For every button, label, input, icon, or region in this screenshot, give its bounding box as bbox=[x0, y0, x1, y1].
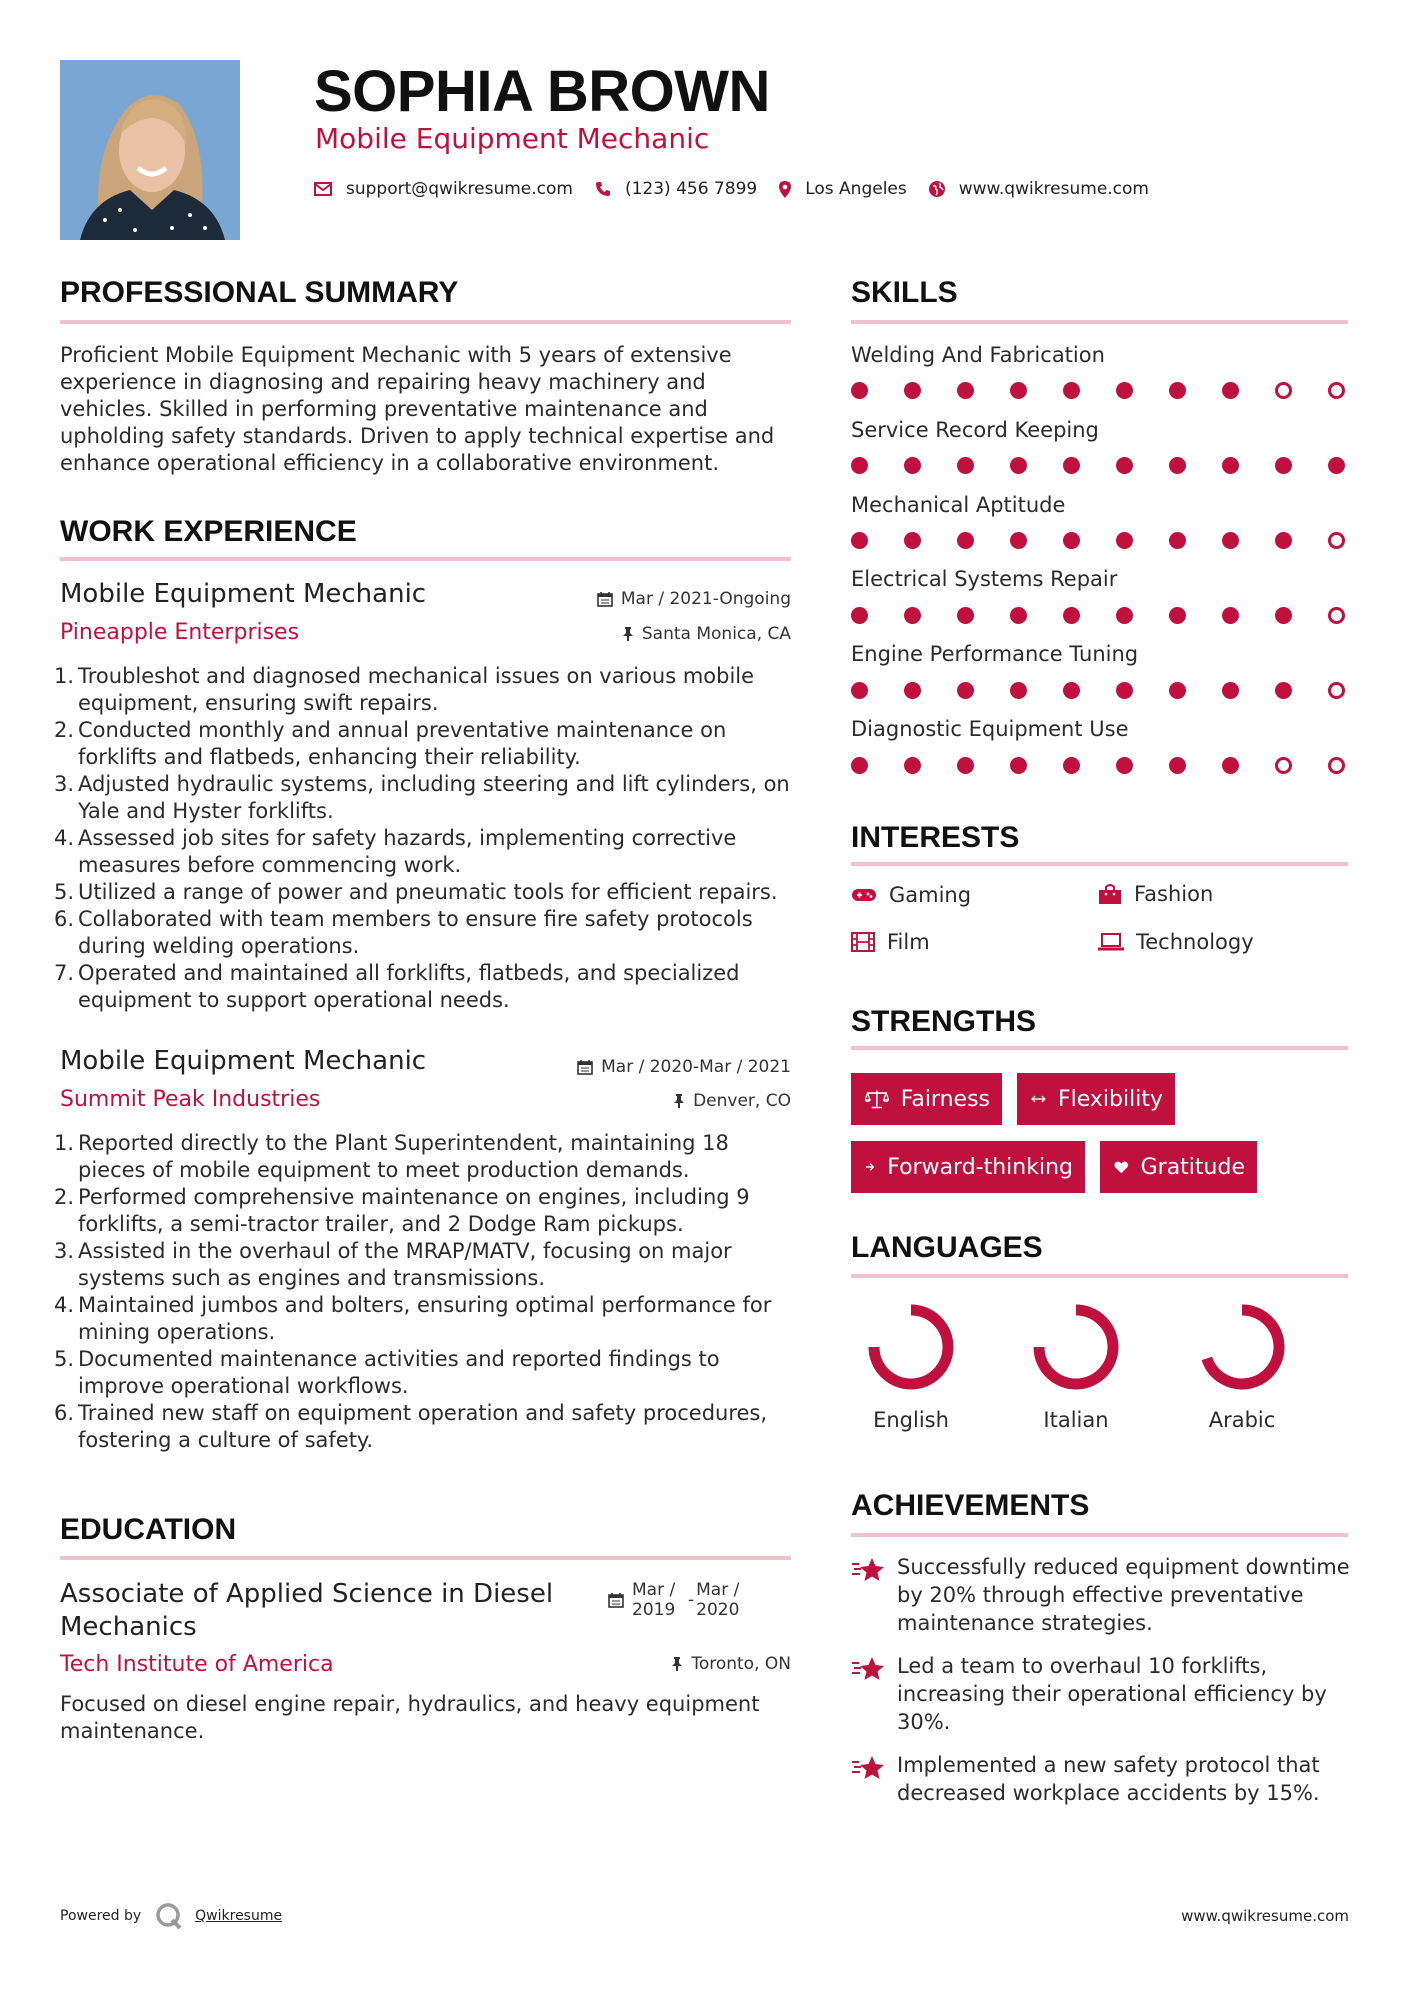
pushpin-icon bbox=[673, 1093, 685, 1109]
summary-text: Proficient Mobile Equipment Mechanic with 5 years of extensive experience in diagnosing and repairing heavy machinery and vehicles. Skilled in performing preventative maintenance and upholding safety standards. Driven to apply technical expertise and enhance operational efficiency in a collaborative environment. bbox=[60, 343, 775, 475]
list-item: 4. Assessed job sites for safety hazards, implementing corrective measures before commencing work. bbox=[54, 826, 737, 877]
rating-dot-filled bbox=[1222, 757, 1239, 774]
rating-dot-filled bbox=[1116, 532, 1133, 549]
rating-dot-filled bbox=[1063, 682, 1080, 699]
rating-dot-filled bbox=[1275, 682, 1292, 699]
rating-dot-filled bbox=[1063, 607, 1080, 624]
skill-name: Engine Performance Tuning bbox=[851, 642, 1139, 666]
language-item bbox=[1011, 1300, 1141, 1432]
job-dates bbox=[597, 589, 791, 609]
calendar-icon bbox=[608, 1592, 624, 1608]
rating-dot-filled bbox=[1010, 682, 1027, 699]
rating-dot-empty bbox=[1328, 607, 1345, 624]
rating-dot-filled bbox=[851, 532, 868, 549]
phone-icon bbox=[595, 181, 611, 197]
list-item: 3. Adjusted hydraulic systems, including steering and lift cylinders, on Yale and Hyster forklifts. bbox=[54, 772, 790, 823]
contact-phone-text: (123) 456 7899 bbox=[624, 179, 758, 199]
degree-title: Associate of Applied Science in Diesel Mechanics bbox=[60, 1579, 554, 1642]
job-location-text: Santa Monica, CA bbox=[641, 624, 791, 644]
list-item: 6. Trained new staff on equipment operation and safety procedures, fostering a culture of safety. bbox=[54, 1401, 768, 1452]
interest-film: Film bbox=[851, 930, 930, 954]
proficiency-arc bbox=[874, 1310, 948, 1384]
strength-tag: Fairness bbox=[851, 1073, 1002, 1125]
rating-dot-filled bbox=[1116, 457, 1133, 474]
gamepad-icon bbox=[851, 887, 877, 903]
star-award-icon bbox=[851, 1555, 885, 1585]
achievement-item: Implemented a new safety protocol that decreased workplace accidents by 15%. bbox=[851, 1751, 1351, 1807]
rating-dot-filled bbox=[1010, 532, 1027, 549]
heart-icon bbox=[1114, 1157, 1129, 1178]
achievements-heading: ACHIEVEMENTS bbox=[851, 1489, 1090, 1522]
shopping-bag-icon bbox=[1098, 883, 1122, 905]
list-item: 1. Reported directly to the Plant Superintendent, maintaining 18 pieces of mobile equipment to meet production demands. bbox=[54, 1131, 729, 1182]
skill-rating bbox=[851, 456, 1345, 474]
contact-email-text: support@qwikresume.com bbox=[346, 179, 573, 199]
calendar-icon bbox=[597, 591, 613, 607]
rating-dot-filled bbox=[1116, 682, 1133, 699]
rating-dot-filled bbox=[1116, 382, 1133, 399]
rating-dot-filled bbox=[904, 757, 921, 774]
strength-tag: Gratitude bbox=[1100, 1141, 1257, 1193]
rating-dot-filled bbox=[1275, 532, 1292, 549]
rating-dot-filled bbox=[1063, 532, 1080, 549]
rating-dot-filled bbox=[1222, 382, 1239, 399]
job-bullets bbox=[54, 663, 795, 1014]
list-item: 6. Collaborated with team members to ensure fire safety protocols during welding operations. bbox=[54, 907, 753, 958]
rating-dot-filled bbox=[957, 532, 974, 549]
skill-name: Service Record Keeping bbox=[851, 418, 1099, 442]
language-proficiency-ring bbox=[1195, 1300, 1289, 1394]
skill-rating bbox=[851, 756, 1345, 774]
skill-name: Welding And Fabrication bbox=[851, 343, 1105, 367]
rating-dot-filled bbox=[1063, 457, 1080, 474]
rating-dot-filled bbox=[851, 682, 868, 699]
map-marker-icon bbox=[779, 181, 791, 198]
job-location bbox=[622, 624, 791, 644]
job-company: Summit Peak Industries bbox=[60, 1087, 321, 1112]
language-item bbox=[1177, 1300, 1307, 1432]
language-item bbox=[846, 1300, 976, 1432]
list-item: 4. Maintained jumbos and bolters, ensuring optimal performance for mining operations. bbox=[54, 1293, 772, 1344]
arrow-right-icon bbox=[865, 1158, 875, 1176]
list-item: 5. Utilized a range of power and pneumatic tools for efficient repairs. bbox=[54, 880, 778, 904]
strength-tag: Forward-thinking bbox=[851, 1141, 1085, 1193]
language-proficiency-ring bbox=[1029, 1300, 1123, 1394]
list-item: 2. Performed comprehensive maintenance on engines, including 9 forklifts, a semi-tractor trailer, and 2 Dodge Ram pickups. bbox=[54, 1185, 750, 1236]
language-proficiency-ring bbox=[864, 1300, 958, 1394]
rating-dot-filled bbox=[1169, 757, 1186, 774]
rating-dot-empty bbox=[1328, 532, 1345, 549]
education-dates bbox=[608, 1580, 748, 1620]
rating-dot-filled bbox=[851, 457, 868, 474]
job-title: Mobile Equipment Mechanic bbox=[60, 579, 427, 609]
skill-name: Mechanical Aptitude bbox=[851, 493, 1066, 517]
rating-dot-filled bbox=[1010, 607, 1027, 624]
list-item: 3. Assisted in the overhaul of the MRAP/MATV, focusing on major systems such as engines and transmissions. bbox=[54, 1239, 732, 1290]
calendar-icon bbox=[577, 1059, 593, 1075]
languages-divider bbox=[851, 1274, 1348, 1278]
rating-dot-filled bbox=[957, 757, 974, 774]
rating-dot-filled bbox=[1116, 607, 1133, 624]
rating-dot-filled bbox=[1275, 457, 1292, 474]
footer-powered-by bbox=[60, 1902, 282, 1930]
rating-dot-empty bbox=[1275, 382, 1292, 399]
interest-gaming: Gaming bbox=[851, 883, 971, 907]
rating-dot-filled bbox=[904, 607, 921, 624]
rating-dot-filled bbox=[851, 757, 868, 774]
contact-location bbox=[779, 179, 907, 199]
language-name: Italian bbox=[1043, 1408, 1109, 1432]
balance-scale-icon bbox=[865, 1088, 889, 1110]
job-dates-text: Mar / 2021-Ongoing bbox=[620, 589, 791, 609]
rating-dot-empty bbox=[1328, 757, 1345, 774]
pushpin-icon bbox=[671, 1656, 683, 1672]
job-company: Pineapple Enterprises bbox=[60, 620, 300, 645]
rating-dot-filled bbox=[1222, 682, 1239, 699]
rating-dot-filled bbox=[1222, 532, 1239, 549]
achievements-divider bbox=[851, 1533, 1348, 1537]
strengths-divider bbox=[851, 1046, 1348, 1050]
rating-dot-filled bbox=[1328, 457, 1345, 474]
list-item: 5. Documented maintenance activities and reported findings to improve operational workflows. bbox=[54, 1347, 720, 1398]
job-dates bbox=[577, 1057, 791, 1077]
education-divider bbox=[60, 1556, 791, 1560]
film-icon bbox=[851, 932, 875, 952]
rating-dot-filled bbox=[957, 607, 974, 624]
summary-heading: PROFESSIONAL SUMMARY bbox=[60, 276, 459, 309]
star-award-icon bbox=[851, 1753, 885, 1783]
rating-dot-empty bbox=[1275, 757, 1292, 774]
profile-photo bbox=[60, 60, 240, 240]
contact-website-text: www.qwikresume.com bbox=[958, 179, 1149, 199]
skill-rating bbox=[851, 381, 1345, 399]
job-title: Mobile Equipment Mechanic bbox=[60, 1046, 427, 1076]
skill-name: Electrical Systems Repair bbox=[851, 567, 1118, 591]
experience-divider bbox=[60, 557, 791, 561]
education-location bbox=[671, 1654, 791, 1674]
proficiency-arc bbox=[1207, 1310, 1279, 1384]
contact-website[interactable] bbox=[929, 179, 1149, 199]
rating-dot-filled bbox=[1010, 757, 1027, 774]
rating-dot-empty bbox=[1328, 382, 1345, 399]
list-item: 2. Conducted monthly and annual preventative maintenance on forklifts and flatbeds, enhancing their reliability. bbox=[54, 718, 727, 769]
education-description: Focused on diesel engine repair, hydraulics, and heavy equipment maintenance. bbox=[60, 1692, 760, 1743]
globe-icon bbox=[929, 181, 945, 197]
proficiency-arc bbox=[1039, 1310, 1113, 1384]
rating-dot-filled bbox=[1063, 382, 1080, 399]
interest-technology: Technology bbox=[1098, 930, 1254, 954]
rating-dot-filled bbox=[851, 382, 868, 399]
arrows-horizontal-icon bbox=[1031, 1092, 1046, 1106]
contact-email[interactable] bbox=[314, 179, 573, 199]
skill-name: Diagnostic Equipment Use bbox=[851, 717, 1129, 741]
rating-dot-filled bbox=[1222, 457, 1239, 474]
skills-heading: SKILLS bbox=[851, 276, 958, 309]
star-award-icon bbox=[851, 1654, 885, 1684]
education-start: Mar / 2019 bbox=[632, 1580, 676, 1620]
rating-dot-filled bbox=[904, 382, 921, 399]
rating-dot-filled bbox=[851, 607, 868, 624]
rating-dot-filled bbox=[957, 382, 974, 399]
rating-dot-filled bbox=[957, 457, 974, 474]
achievement-item: Led a team to overhaul 10 forklifts, increasing their operational efficiency by 30%. bbox=[851, 1652, 1351, 1736]
school-name: Tech Institute of America bbox=[60, 1652, 334, 1677]
education-heading: EDUCATION bbox=[60, 1513, 237, 1546]
achievement-item: Successfully reduced equipment downtime by 20% through effective preventative maintenance strategies. bbox=[851, 1553, 1351, 1637]
rating-dot-filled bbox=[904, 682, 921, 699]
interest-fashion: Fashion bbox=[1098, 882, 1213, 906]
rating-dot-empty bbox=[1328, 682, 1345, 699]
rating-dot-filled bbox=[1169, 607, 1186, 624]
language-name: Arabic bbox=[1208, 1408, 1276, 1432]
rating-dot-filled bbox=[1010, 457, 1027, 474]
job-bullets bbox=[54, 1130, 795, 1454]
rating-dot-filled bbox=[957, 682, 974, 699]
powered-by-label: Powered by bbox=[60, 1908, 142, 1924]
job-location-text: Denver, CO bbox=[693, 1091, 791, 1111]
qwikresume-link[interactable]: Qwikresume bbox=[195, 1908, 283, 1924]
skill-rating bbox=[851, 531, 1345, 549]
pushpin-icon bbox=[622, 626, 634, 642]
envelope-icon bbox=[314, 182, 332, 196]
skills-divider bbox=[851, 320, 1348, 324]
job-location bbox=[673, 1091, 791, 1111]
rating-dot-filled bbox=[904, 457, 921, 474]
rating-dot-filled bbox=[1169, 457, 1186, 474]
experience-heading: WORK EXPERIENCE bbox=[60, 515, 357, 548]
list-item: 1. Troubleshot and diagnosed mechanical issues on various mobile equipment, ensuring swift repairs. bbox=[54, 664, 755, 715]
rating-dot-filled bbox=[1169, 682, 1186, 699]
rating-dot-filled bbox=[904, 532, 921, 549]
interests-heading: INTERESTS bbox=[851, 821, 1020, 854]
date-separator: - bbox=[688, 1590, 695, 1610]
rating-dot-filled bbox=[1116, 757, 1133, 774]
skill-rating bbox=[851, 606, 1345, 624]
candidate-name: SOPHIA BROWN bbox=[314, 59, 770, 124]
education-end: Mar / 2020 bbox=[696, 1580, 740, 1620]
interests-divider bbox=[851, 862, 1348, 866]
languages-heading: LANGUAGES bbox=[851, 1231, 1043, 1264]
list-item: 7. Operated and maintained all forklifts, flatbeds, and specialized equipment to support operational needs. bbox=[54, 961, 740, 1012]
education-location-text: Toronto, ON bbox=[691, 1654, 791, 1674]
rating-dot-filled bbox=[1010, 382, 1027, 399]
contact-phone[interactable] bbox=[595, 179, 757, 199]
qwikresume-logo-icon bbox=[155, 1902, 183, 1930]
rating-dot-filled bbox=[1275, 607, 1292, 624]
laptop-icon bbox=[1098, 933, 1124, 951]
strengths-heading: STRENGTHS bbox=[851, 1005, 1037, 1038]
rating-dot-filled bbox=[1169, 532, 1186, 549]
summary-divider bbox=[60, 320, 791, 324]
contact-bar bbox=[314, 177, 1171, 201]
candidate-title: Mobile Equipment Mechanic bbox=[315, 122, 710, 155]
skill-rating bbox=[851, 681, 1345, 699]
job-dates-text: Mar / 2020-Mar / 2021 bbox=[601, 1057, 791, 1077]
contact-location-text: Los Angeles bbox=[805, 179, 907, 199]
footer-website[interactable]: www.qwikresume.com bbox=[1181, 1907, 1349, 1925]
language-name: English bbox=[873, 1408, 949, 1432]
rating-dot-filled bbox=[1063, 757, 1080, 774]
rating-dot-filled bbox=[1222, 607, 1239, 624]
rating-dot-filled bbox=[1169, 382, 1186, 399]
strength-tag: Flexibility bbox=[1017, 1073, 1175, 1125]
